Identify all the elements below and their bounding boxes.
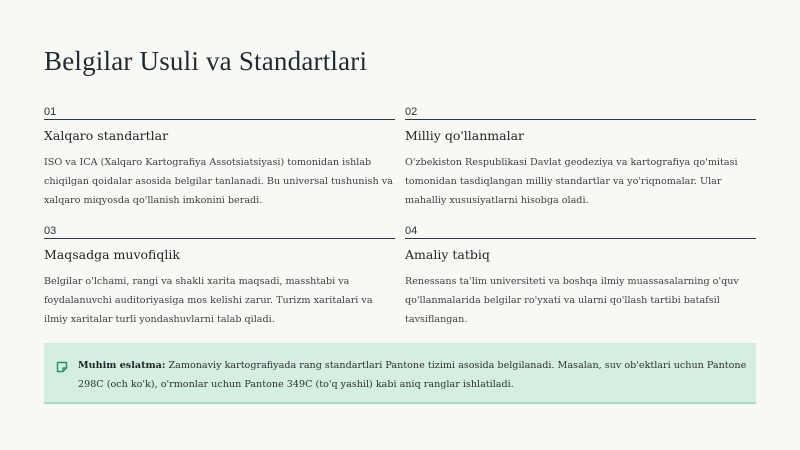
card-divider bbox=[44, 119, 395, 120]
card-body: O'zbekiston Respublikasi Davlat geodeziya va kartografiya qo'mitasi tomonidan tasdiqlangan milliy standartlar va yo'riqnomalar. Ular mahalliy xususiyatlarni hisobga oladi. bbox=[405, 157, 738, 206]
card-heading: Xalqaro standartlar bbox=[44, 128, 169, 143]
card-national-guidelines bbox=[405, 106, 756, 210]
card-purpose-fit bbox=[44, 225, 395, 329]
card-number: 02 bbox=[405, 106, 418, 118]
card-divider bbox=[405, 119, 756, 120]
card-international-standards bbox=[44, 106, 395, 210]
card-number: 04 bbox=[405, 225, 418, 237]
note-icon bbox=[56, 358, 68, 370]
card-heading: Milliy qo'llanmalar bbox=[405, 128, 525, 143]
card-number: 01 bbox=[44, 106, 57, 118]
card-practical-application bbox=[405, 225, 756, 329]
card-divider bbox=[44, 238, 395, 239]
card-number: 03 bbox=[44, 225, 57, 237]
card-divider bbox=[405, 238, 756, 239]
card-body: Belgilar o'lchami, rangi va shakli xarita maqsadi, masshtabi va foydalanuvchi auditoriyasiga mos kelishi zarur. Turizm xaritalari va ilmiy xaritalar turli yondashuvlarni talab qiladi. bbox=[44, 276, 373, 325]
important-note-callout bbox=[44, 343, 756, 404]
card-heading: Amaliy tatbiq bbox=[405, 247, 490, 262]
note-label: Muhim eslatma: bbox=[78, 360, 166, 371]
card-body: Renessans ta'lim universiteti va boshqa ilmiy muassasalarning o'quv qo'llanmalarida belgilar ro'yxati va ularni qo'llash tartibi batafsil tavsiflangan. bbox=[405, 276, 739, 325]
card-body: ISO va ICA (Xalqaro Kartografiya Assotsiatsiyasi) tomonidan ishlab chiqilgan qoidalar asosida belgilar tanlanadi. Bu universal tushunish va xalqaro miqyosda qo'llanish imkonini beradi. bbox=[44, 157, 393, 206]
page-title: Belgilar Usuli va Standartlari bbox=[44, 46, 368, 76]
card-heading: Maqsadga muvofiqlik bbox=[44, 247, 180, 262]
note-body: Zamonaviy kartografiyada rang standartlari Pantone tizimi asosida belgilanadi. Masalan, suv ob'ektlari uchun Pantone 298C (och ko'k), o'rmonlar uchun Pantone 349C (to'q yashil) kabi aniq ranglar ishlatiladi. bbox=[78, 360, 747, 390]
note-text bbox=[78, 356, 750, 394]
